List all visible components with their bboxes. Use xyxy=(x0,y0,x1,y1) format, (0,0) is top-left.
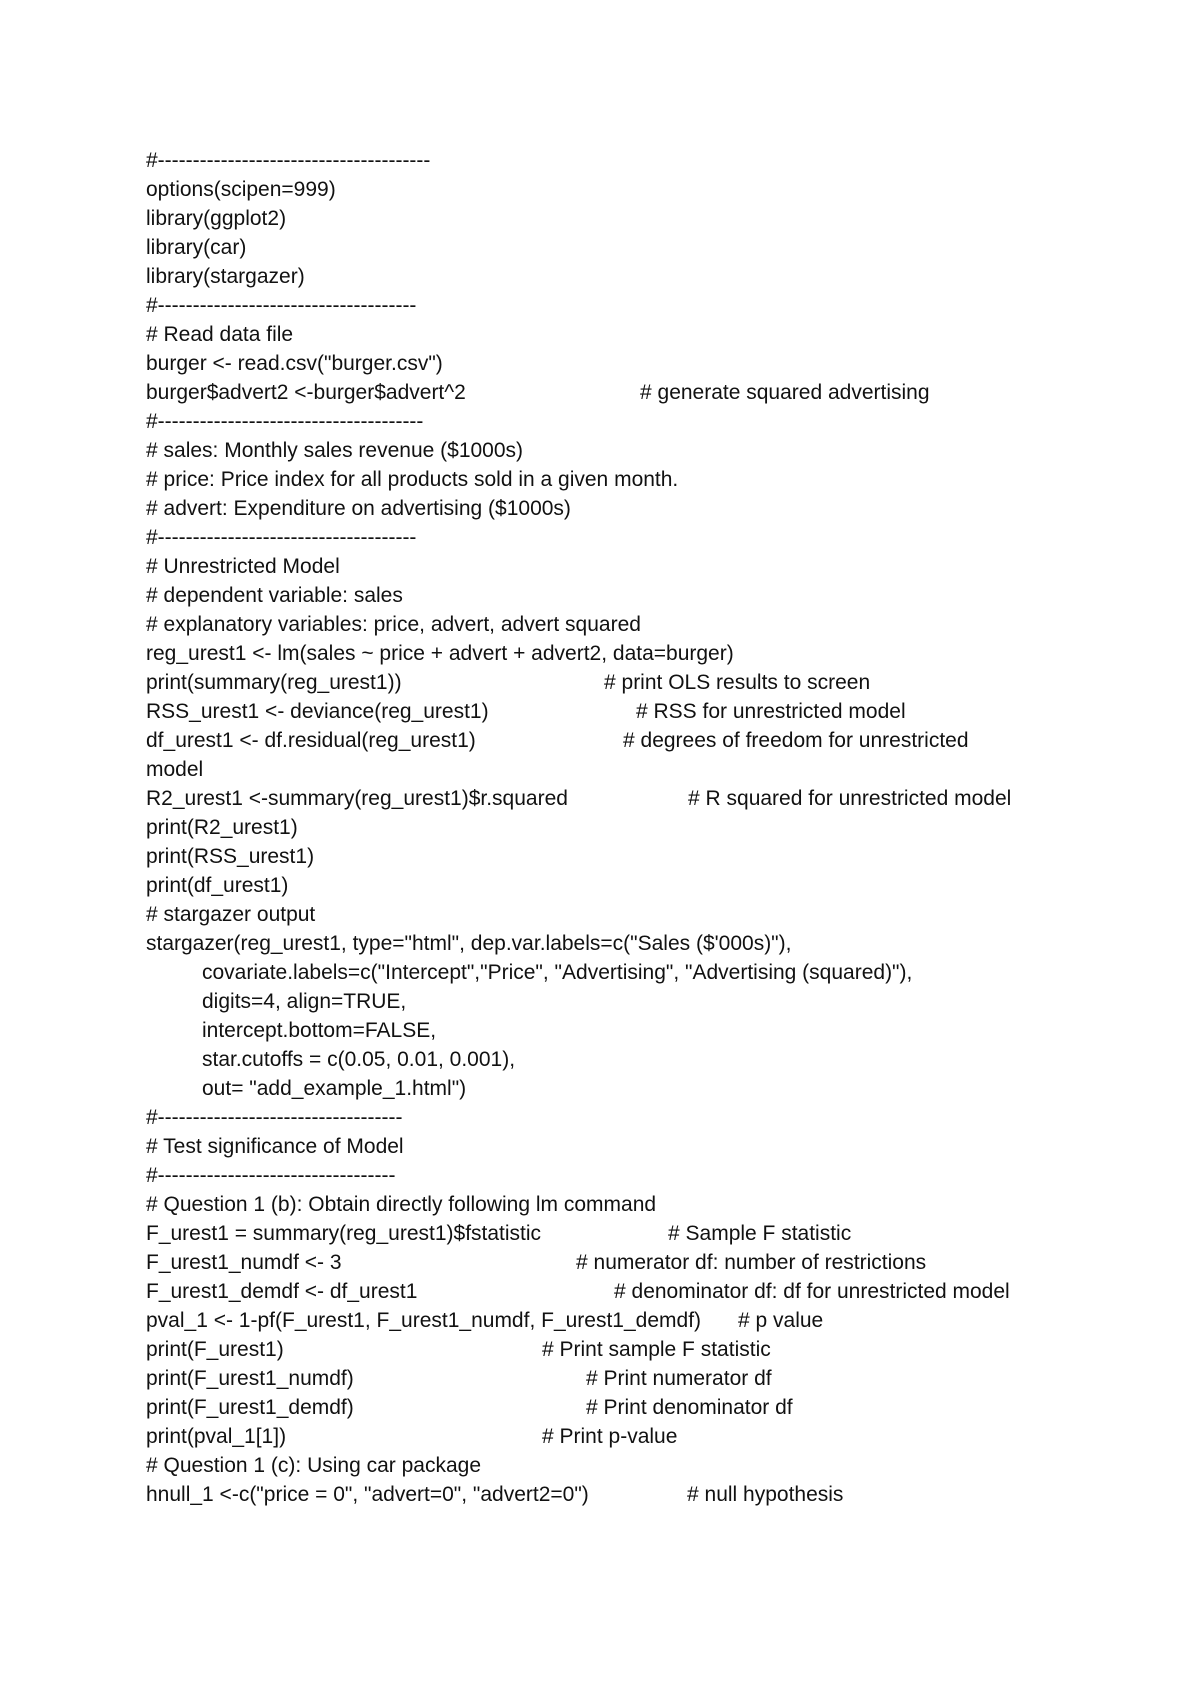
code-text: reg_urest1 <- lm(sales ~ price + advert + advert2, data=burger) xyxy=(146,642,734,665)
code-text: #-------------------------------------- xyxy=(146,410,424,433)
inline-comment: # Print sample F statistic xyxy=(542,1338,771,1361)
code-text: print(pval_1[1]) xyxy=(146,1425,287,1448)
code-text: #------------------------------------- xyxy=(146,294,417,317)
code-text: R2_urest1 <-summary(reg_urest1)$r.squared xyxy=(146,787,568,810)
code-text: digits=4, align=TRUE, xyxy=(202,990,407,1013)
code-text: #------------------------------------- xyxy=(146,526,417,549)
code-text: model xyxy=(146,758,204,781)
code-text: library(stargazer) xyxy=(146,265,305,288)
code-text: F_urest1_numdf <- 3 xyxy=(146,1251,342,1274)
code-text: intercept.bottom=FALSE, xyxy=(202,1019,437,1042)
code-text: #---------------------------------- xyxy=(146,1164,396,1187)
inline-comment: # null hypothesis xyxy=(687,1483,844,1506)
code-text: #----------------------------------- xyxy=(146,1106,403,1129)
inline-comment: # numerator df: number of restrictions xyxy=(576,1251,927,1274)
code-text: # Test significance of Model xyxy=(146,1135,404,1158)
inline-comment: # print OLS results to screen xyxy=(604,671,871,694)
code-text: print(R2_urest1) xyxy=(146,816,298,839)
code-text: hnull_1 <-c("price = 0", "advert=0", "advert2=0") xyxy=(146,1483,589,1506)
code-text: pval_1 <- 1-pf(F_urest1, F_urest1_numdf, F_urest1_demdf) xyxy=(146,1309,702,1332)
code-text: burger <- read.csv("burger.csv") xyxy=(146,352,443,375)
code-text: library(car) xyxy=(146,236,247,259)
code-text: covariate.labels=c("Intercept","Price", "Advertising", "Advertising (squared)"), xyxy=(202,961,913,984)
code-text: # dependent variable: sales xyxy=(146,584,403,607)
code-text: # advert: Expenditure on advertising ($1000s) xyxy=(146,497,571,520)
code-text: print(summary(reg_urest1)) xyxy=(146,671,402,694)
code-text: #--------------------------------------- xyxy=(146,149,431,172)
code-text: F_urest1_demdf <- df_urest1 xyxy=(146,1280,418,1303)
code-text: # price: Price index for all products sold in a given month. xyxy=(146,468,679,491)
inline-comment: # Print denominator df xyxy=(586,1396,793,1419)
code-text: df_urest1 <- df.residual(reg_urest1) xyxy=(146,729,476,752)
code-text: print(F_urest1_demdf) xyxy=(146,1396,354,1419)
code-text: print(df_urest1) xyxy=(146,874,289,897)
code-text: # Question 1 (b): Obtain directly following lm command xyxy=(146,1193,657,1216)
code-text: burger$advert2 <-burger$advert^2 xyxy=(146,381,466,404)
inline-comment: # R squared for unrestricted model xyxy=(688,787,1012,810)
inline-comment: # p value xyxy=(738,1309,824,1332)
code-text: # explanatory variables: price, advert, advert squared xyxy=(146,613,641,636)
inline-comment: # Sample F statistic xyxy=(668,1222,852,1245)
code-text: out= "add_example_1.html") xyxy=(202,1077,467,1100)
code-text: options(scipen=999) xyxy=(146,178,336,201)
code-text: RSS_urest1 <- deviance(reg_urest1) xyxy=(146,700,489,723)
code-text: # stargazer output xyxy=(146,903,316,926)
code-text: print(F_urest1) xyxy=(146,1338,284,1361)
inline-comment: # RSS for unrestricted model xyxy=(636,700,906,723)
inline-comment: # Print numerator df xyxy=(586,1367,772,1390)
inline-comment: # denominator df: df for unrestricted model xyxy=(614,1280,1010,1303)
inline-comment: # Print p-value xyxy=(542,1425,678,1448)
inline-comment: # degrees of freedom for unrestricted xyxy=(623,729,969,752)
inline-comment: # generate squared advertising xyxy=(640,381,930,404)
code-text: library(ggplot2) xyxy=(146,207,287,230)
code-text: F_urest1 = summary(reg_urest1)$fstatistic xyxy=(146,1222,542,1245)
code-text: star.cutoffs = c(0.05, 0.01, 0.001), xyxy=(202,1048,516,1071)
code-text: # Question 1 (c): Using car package xyxy=(146,1454,481,1477)
code-text: # sales: Monthly sales revenue ($1000s) xyxy=(146,439,524,462)
code-text: print(RSS_urest1) xyxy=(146,845,315,868)
code-text: stargazer(reg_urest1, type="html", dep.var.labels=c("Sales ($'000s)"), xyxy=(146,932,792,955)
code-text: # Read data file xyxy=(146,323,294,346)
code-text: print(F_urest1_numdf) xyxy=(146,1367,354,1390)
code-text: # Unrestricted Model xyxy=(146,555,340,578)
